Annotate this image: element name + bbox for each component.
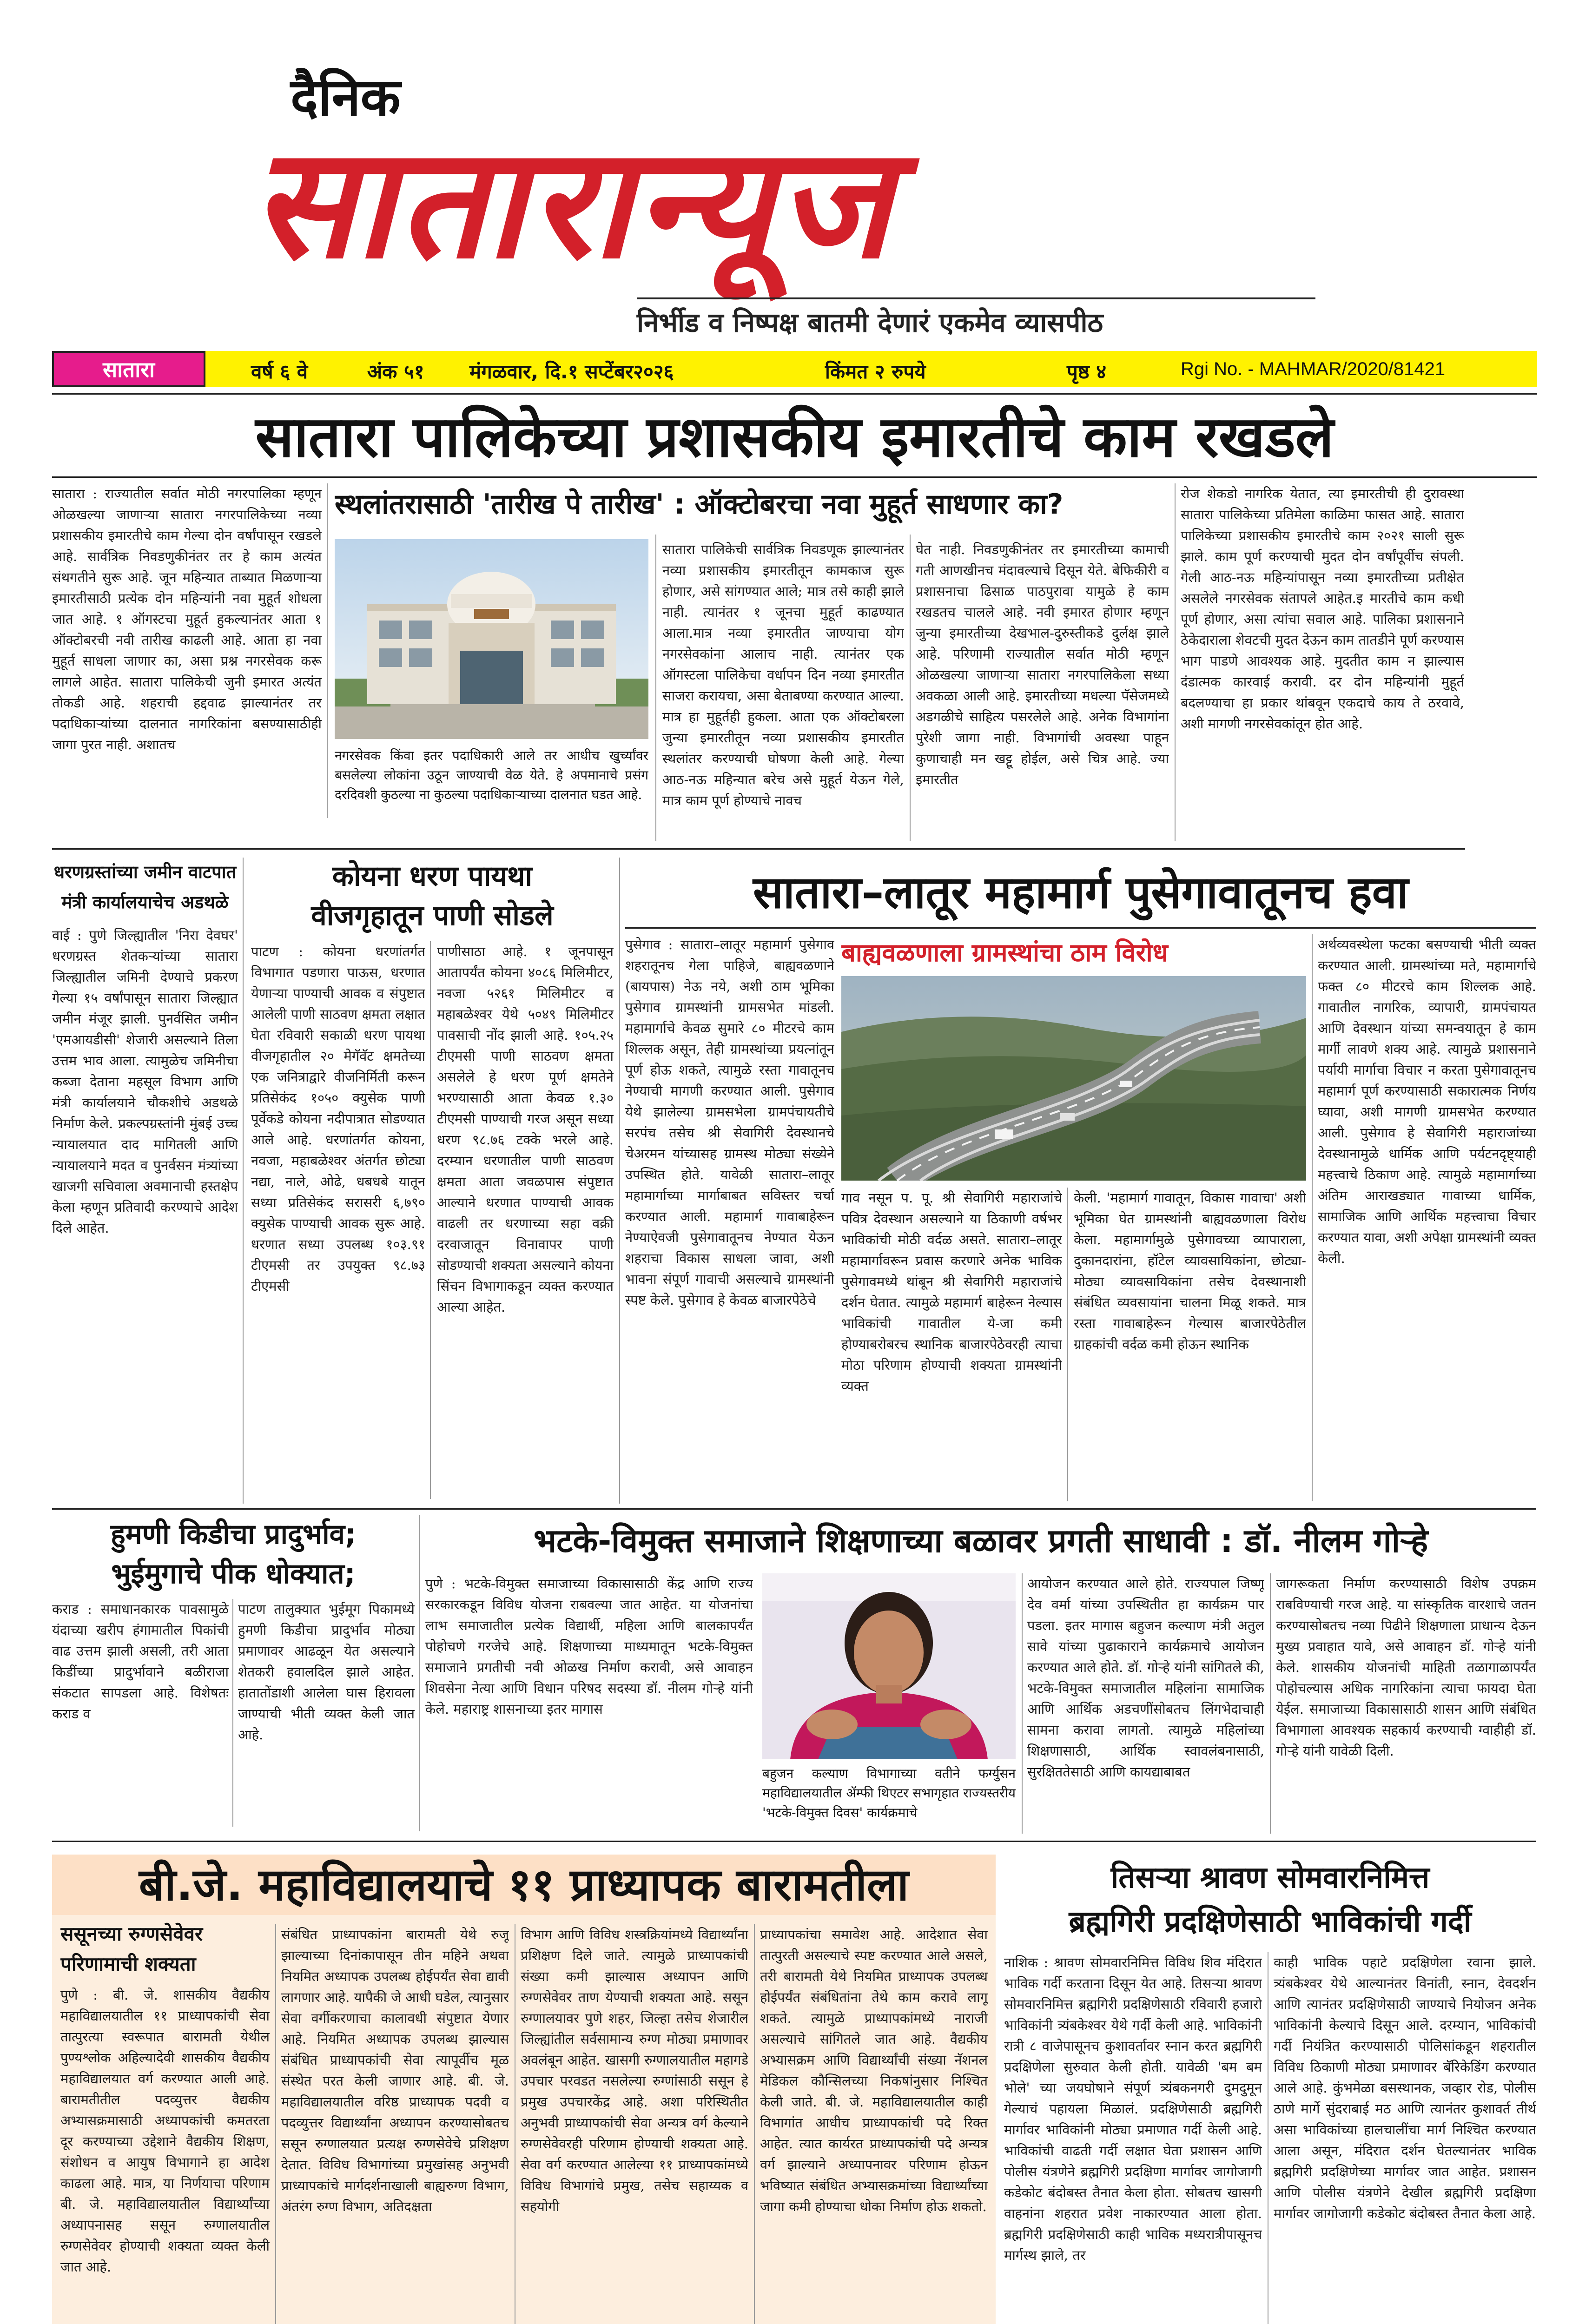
shravan-col1: नाशिक : श्रावण सोमवारनिमित्त विविध शिव मंदिरात भाविक गर्दी करताना दिसून येत आहे. तिसऱ्या श्रावण सोमवारनिमित्त ब्रह्मगिरी प्रदक्षिणेसाठी रविवारी हजारो भाविकांनी त्र्यंबकेश्वर येथे गर्दी केली आहे. भाविकांनी रात्री ८ वाजेपासूनच कुशावर्तावर स्नान करत ब्रह्मगिरी प्रदक्षिणेला सुरुवात केली होती. यावेळी 'बम बम भोले' च्या जयघोषाने संपूर्ण त्र्यंबकनगरी दुमदुमून गेल्याचं पहायला मिळालं. प्रदक्षिणेसाठी ब्रह्मगिरी मार्गावर भाविकांनी मोठ्या प्रमाणात गर्दी केली आहे. भाविकांची वाढती गर्दी लक्षात घेता प्रशासन आणि पोलीस यंत्रणेने ब्रह्मगिरी प्रदक्षिणा मार्गावर जागोजागी कडेकोट बंदोबस्त तैनात केला होता. सोबतच खासगी वाहनांना शहरात प्रवेश नाकारण्यात आला होता. ब्रह्मगिरी प्रदक्षिणेसाठी काही भाविक मध्यरात्रीपासूनच मार्गस्थ झाले, तर	[1004, 1954, 1262, 2263]
dateline-registration: Rgi No. - MAHMAR/2020/81421	[1181, 359, 1446, 379]
dharan-headline-line1: धरणग्रस्तांच्या जमीन वाटपात	[53, 862, 237, 882]
highway-subhead: बाह्यवळणाला ग्रामस्थांचा ठाम विरोध	[841, 938, 1168, 967]
bj-col1: पुणे : बी. जे. शासकीय वैद्यकीय महाविद्यालयातील ११ प्राध्यापकांची सेवा तात्पुरत्या स्वरूपात बारामती येथील पुण्यश्लोक अहिल्यादेवी शासकीय वैद्यकीय महाविद्यालयात वर्ग करण्यात आली आहे. बारामतीतील पदव्युत्तर वैद्यकीय अभ्यासक्रमासाठी अध्यापकांची कमतरता दूर करण्याच्या उद्देशाने वैद्यकीय शिक्षण, संशोधन व आयुष विभागाने हा आदेश काढला आहे. मात्र, या निर्णयाचा परिणाम बी. जे. महाविद्यालयातील विद्यार्थ्यांच्या अध्यापनासह ससून रुग्णालयातील रुग्णसेवेवर होण्याची शक्यता व्यक्त केली जात आहे.	[60, 1987, 270, 2275]
dateline-page: पृष्ठ ४	[1067, 360, 1107, 383]
bhatke-col4: जागरूकता निर्माण करण्यासाठी विशेष उपक्रम राबविण्याची गरज आहे. या सांस्कृतिक वारशाचे जतन करण्यासोबतच नव्या पिढीने शिक्षणाला प्राधान्य देऊन मुख्य प्रवाहात यावे, असे आवाहन डॉ. गोऱ्हे यांनी केले. शासकीय योजनांची माहिती तळागाळापर्यंत पोहोचल्यास अधिक नागरिकांना त्याचा फायदा घेता येईल. समाजाच्या विकासासाठी शासन आणि संबंधित विभागाला आवश्यक सहकार्य करण्याची ग्वाहीही डॉ. गोऱ्हे यांनी यावेळी दिली.	[1276, 1576, 1536, 1759]
lead-col5: रोज शेकडो नागरिक येतात, त्या इमारतीची ही दुरावस्था सातारा पालिकेच्या प्रतिमेला काळिमा फासत आहे. सातारा पालिकेच्या प्रशासकीय इमारतीचे काम २०२१ साली सुरू झाले. काम पूर्ण करण्याची मुदत दोन वर्षांपूर्वीच संपली. गेली आठ-नऊ महिन्यांपासून नव्या इमारतीच्या प्रतीक्षेत असलेले नगरसेवक संतापले आहेत.इ मारतीचे काम कधी पूर्ण होणार, असा त्यांचा सवाल आहे. पालिका प्रशासनाने ठेकेदाराला शेवटची मुदत देऊन काम तातडीने पूर्ण करण्यास भाग पाडणे आवश्यक आहे. मुदतीत काम न झाल्यास दंडात्मक कारवाई करावी. दर दोन महिन्यांनी मुहूर्त बदलण्याचा हा प्रकार थांबवून एकदाचे काय ते ठरवावे, अशी मागणी नगरसेवकांतून होत आहे.	[1181, 486, 1464, 732]
masthead-tagline: निर्भीड व निष्पक्ष बातमी देणारं एकमेव व्यासपीठ	[637, 307, 1103, 338]
bhatke-headline: भटके-विमुक्त समाजाने शिक्षणाच्या बळावर प्रगती साधावी : डॉ. नीलम गोऱ्हे	[533, 1522, 1428, 1560]
koyna-headline-line2: वीजगृहातून पाणी सोडले	[311, 899, 554, 932]
dateline-price: किंमत २ रुपये	[825, 360, 926, 383]
dateline-date: मंगळवार, दि.१ सप्टेंबर२०२६	[469, 360, 674, 383]
bj-subhead-line1: ससूनच्या रुग्णसेवेवर	[60, 1922, 203, 1945]
bj-col3: विभाग आणि विविध शस्त्रक्रियांमध्ये विद्यार्थ्यांना प्रशिक्षण दिले जाते. त्यामुळे प्राध्यापकांची संख्या कमी झाल्यास अध्यापन आणि रुग्णसेवेवर ताण येण्याची शक्यता आहे. ससून रुग्णालयावर पुणे शहर, जिल्हा तसेच शेजारील जिल्ह्यांतील सर्वसामान्य रुग्ण मोठ्या प्रमाणावर अवलंबून आहेत. खासगी रुग्णालयातील महागडे उपचार परवडत नसलेल्या रुग्णांसाठी ससून हे प्रमुख उपचारकेंद्र आहे. अशा परिस्थितीत अनुभवी प्राध्यापकांची सेवा अन्यत्र वर्ग केल्याने रुग्णसेवेवरही परिणाम होण्याची शक्यता आहे. सेवा वर्ग करण्यात आलेल्या ११ प्राध्यापकांमध्ये विविध विभागांचे प्रमुख, तसेच सहाय्यक व सहयोगी	[521, 1927, 748, 2214]
lead-subhead: स्थलांतरासाठी 'तारीख पे तारीख' : ऑक्टोबरचा नवा मुहूर्त साधणार का?	[335, 488, 1064, 521]
bj-col4: प्राध्यापकांचा समावेश आहे. आदेशात सेवा तात्पुरती असल्याचे स्पष्ट करण्यात आले असले, तरी बारामती येथे नियमित प्राध्यापक उपलब्ध होईपर्यंत संबंधितांना तेथे काम करावे लागू शकते. त्यामुळे प्राध्यापकांमध्ये नाराजी असल्याचे सांगितले जात आहे. वैद्यकीय अभ्यासक्रम आणि विद्यार्थ्यांची संख्या नॅशनल मेडिकल कौन्सिलच्या निकषांनुसार निश्चित केली जाते. बी. जे. महाविद्यालयातील काही विभागांत आधीच प्राध्यापकांची पदे रिक्त आहेत. त्यात कार्यरत प्राध्यापकांची पदे अन्यत्र वर्ग झाल्याने अध्यापनावर परिणाम होऊन भविष्यात संबंधित अभ्यासक्रमांच्या विद्यार्थ्यांच्या जागा कमी होण्याचा धोका निर्माण होऊ शकतो.	[760, 1927, 988, 2214]
dateline-issue: अंक ५१	[367, 360, 424, 383]
lead-headline: सातारा पालिकेच्या प्रशासकीय इमारतीचे काम रखडले	[255, 404, 1334, 470]
lead-col4: घेत नाही. निवडणुकीनंतर तर इमारतीच्या कामाची गती आणखीनच मंदावल्याचे दिसून येते. बेफिकीरी व प्रशासनाचा ढिसाळ पाठपुरावा यामुळे हे काम रखडतच चालले आहे. नवी इमारत होणार म्हणून जुन्या इमारतीच्या देखभाल-दुरुस्तीकडे दुर्लक्ष झाले आहे. परिणामी राज्यातील सर्वात मोठी म्हणून ओळखल्या जाणाऱ्या सातारा नगरपालिकेला सध्या अवकळा आली आहे. इमारतीच्या मधल्या पॅसेजमध्ये अडगळीचे साहित्य पसरलेले आहे. अनेक विभागांना पुरेशी जागा नाही. विभागांची अवस्था पाहून कुणाचाही मन खट्टू होईल, असे चित्र आहे. ज्या इमारतीत	[916, 541, 1169, 787]
highway-photo	[841, 976, 1306, 1181]
highway-col2: गाव नसून प. पू. श्री सेवागिरी महाराजांचे पवित्र देवस्थान असल्याने या ठिकाणी वर्षभर भाविकांची मोठी वर्दळ असते. सातारा–लातूर महामार्गावरून प्रवास करणारे अनेक भाविक पुसेगावमध्ये थांबून श्री सेवागिरी महाराजांचे दर्शन घेतात. त्यामुळे महामार्ग बाहेरून नेल्यास भाविकांची गावातील ये-जा कमी होण्याबरोबरच स्थानिक बाजारपेठेवरही त्याचा मोठा परिणाम होण्याची शक्यता ग्रामस्थांनी व्यक्त	[841, 1190, 1062, 1394]
humni-col1: कराड : समाधानकारक पावसामुळे यंदाच्या खरीप हंगामातील पिकांची वाढ उत्तम झाली असली, तरी आता किडींच्या प्रादुर्भावाने बळीराजा संकटात सापडला आहे. विशेषतः कराड व	[52, 1601, 229, 1722]
highway-col3: केली. 'महामार्ग गावातून, विकास गावाचा' अशी भूमिका घेत ग्रामस्थांनी बाह्यवळणाला विरोध केला. महामार्गामुळे पुसेगावच्या व्यापाराला, दुकानदारांना, हॉटेल व्यावसायिकांना, छोट्या-मोठ्या व्यावसायिकांना तसेच देवस्थानाशी संबंधित व्यवसायांना चालना मिळू शकते. मात्र रस्ता गावाबाहेरून गेल्यास बाजारपेठेतील ग्राहकांची वर्दळ कमी होऊन स्थानिक	[1074, 1190, 1306, 1352]
dharan-headline-line2: मंत्री कार्यालयाचेच अडथळे	[61, 892, 229, 912]
shravan-col2: काही भाविक पहाटे प्रदक्षिणेला रवाना झाले. त्र्यंबकेश्वर येथे आल्यानंतर विनांती, स्नान, देवदर्शन आणि त्यानंतर प्रदक्षिणेसाठी जाण्याचे नियोजन अनेक भाविकांनी केल्याचे दिसून आले. दरम्यान, भाविकांची गर्दी नियंत्रित करण्यासाठी पोलिसांकडून शहरातील विविध ठिकाणी मोठ्या प्रमाणावर बॅरिकेडिंग करण्यात आले आहे. कुंभमेळा बसस्थानक, जव्हार रोड, पोलीस ठाणे मार्गे सुंदराबाई मठ आणि त्यानंतर कुशावर्त तीर्थ असा भाविकांच्या हालचालींचा मार्ग निश्चित करण्यात आला असून, मंदिरात दर्शन घेतल्यानंतर भाविक ब्रह्मगिरी प्रदक्षिणेच्या मार्गावर जात आहेत. प्रशासन आणि पोलीस यंत्रणेने देखील ब्रह्मगिरी प्रदक्षिणा मार्गावर जागोजागी कडेकोट बंदोबस्त तैनात केला आहे.	[1274, 1954, 1536, 2221]
highway-col4: अर्थव्यवस्थेला फटका बसण्याची भीती व्यक्त करण्यात आली. ग्रामस्थांच्या मते, महामार्गाचे फक्त ८० मीटरचे काम शिल्लक आहे. गावातील नागरिक, व्यापारी, ग्रामपंचायत आणि देवस्थान यांच्या समन्वयातून हे काम मार्गी लावणे शक्य आहे. त्यामुळे प्रशासनाने पर्यायी मार्गाचा विचार न करता पुसेगावातूनच महामार्ग पूर्ण करण्यासाठी सकारात्मक निर्णय घ्यावा, अशी मागणी ग्रामसभेत करण्यात आली. पुसेगाव हे सेवागिरी महाराजांच्या देवस्थानामुळे धार्मिक आणि पर्यटनदृष्ट्याही महत्त्वाचे ठिकाण आहे. त्यामुळे महामार्गाच्या अंतिम आराखड्यात गावाच्या धार्मिक, सामाजिक आणि आर्थिक महत्त्वाचा विचार करण्यात यावा, अशी अपेक्षा ग्रामस्थांनी व्यक्त केली.	[1318, 937, 1536, 1266]
bj-col2: संबंधित प्राध्यापकांना बारामती येथे रुजू झाल्याच्या दिनांकापासून तीन महिने अथवा नियमित अध्यापक उपलब्ध होईपर्यंत सेवा द्यावी लागणार आहे. यापैकी जे आधी घडेल, त्यानुसार सेवा वर्गीकरणाचा कालावधी संपुष्टात येणार आहे. नियमित अध्यापक उपलब्ध झाल्यास संबंधित प्राध्यापकांची सेवा त्यापूर्वीच मूळ संस्थेत परत केली जाणार आहे. बी. जे. महाविद्यालयातील वरिष्ठ प्राध्यापक पदवी व पदव्युत्तर विद्यार्थ्यांना अध्यापन करण्यासोबतच ससून रुग्णालयात प्रत्यक्ष रुग्णसेवेचे प्रशिक्षण देतात. विविध विभागांच्या प्रमुखांसह अनुभवी प्राध्यापकांचे मार्गदर्शनाखाली बाह्यरुग्ण विभाग, अंतरंग रुग्ण विभाग, अतिदक्षता	[281, 1927, 509, 2214]
koyna-col1: पाटण : कोयना धरणांतर्गत विभागात पडणारा पाऊस, धरणात येणाऱ्या पाण्याची आवक व संपुष्टात आलेली पाणी साठवण क्षमता लक्षात घेता रविवारी सकाळी धरण पायथा वीजगृहातील २० मेगॅवॅट क्षमतेच्या एक जनित्राद्वारे वीजनिर्मिती करून प्रतिसेकंद १०५० क्युसेक पाणी पूर्वेकडे कोयना नदीपात्रात सोडण्यात आले आहे. धरणांतर्गत कोयना, नवजा, महाबळेश्वर अंतर्गत छोट्या नद्या, नाले, ओढे, धबधबे यातून सध्या प्रतिसेकंद सरासरी ६,७९० क्युसेक पाण्याची आवक सुरू आहे. धरणात सध्या उपलब्ध १०३.९१ टीएमसी तर उपयुक्त ९८.७३ टीएमसी	[251, 944, 425, 1294]
highway-headline: सातारा–लातूर महामार्ग पुसेगावातूनच हवा	[753, 866, 1408, 918]
building-photo	[335, 539, 648, 739]
bj-subhead-line2: परिणामाची शक्यता	[60, 1953, 196, 1975]
lead-col3: सातारा पालिकेची सार्वत्रिक निवडणूक झाल्यानंतर नव्या प्रशासकीय इमारतीतून कामकाज सुरू होणार, असे सांगण्यात आले; मात्र तसे काही झाले नाही. त्यानंतर १ जूनचा मुहूर्त काढण्यात आला.मात्र नव्या इमारतीत जाण्याचा योग नगरसेवकांना आलाच नाही. त्यानंतर एक ऑगस्टला पालिकेचा वर्धापन दिन नव्या इमारतीत साजरा करायचा, असा बेताबण्या करण्यात आल्या. मात्र हा मुहूर्तही हुकला. आता एक ऑक्टोबरला जुन्या इमारतीतून नव्या प्रशासकीय इमारतीत स्थलांतर करण्याची घोषणा केली आहे. गेल्या आठ-नऊ महिन्यात बरेच असे मुहूर्त येऊन गेले, मात्र काम पूर्ण होण्याचे नावच	[662, 541, 904, 808]
lead-col1: सातारा : राज्यातील सर्वात मोठी नगरपालिका म्हणून ओळखल्या जाणाऱ्या सातारा नगरपालिकेच्या नव्या प्रशासकीय इमारतीचे काम गेल्या दोन वर्षांपासून रखडले आहे. सार्वत्रिक निवडणुकीनंतर तर हे काम अत्यंत संथगतीने सुरू आहे. जून महिन्यात ताब्यात मिळणाऱ्या इमारतीसाठी प्रत्येक दोन महिन्यांनी नवा मुहूर्त शोधला जात आहे. १ ऑगस्टचा मुहूर्त हुकल्यानंतर आता १ ऑक्टोबरची नवी तारीख काढली आहे. आता हा नवा मुहूर्त साधला जाणार का, असा प्रश्न नगरसेवक करू लागले आहेत. सातारा पालिकेची जुनी इमारत अत्यंत तोकडी आहे. शहराची हद्दवाढ झाल्यानंतर तर पदाधिकाऱ्यांच्या दालनात नागरिकांना बसण्यासाठीही जागा पुरत नाही. अशातच	[52, 486, 322, 753]
highway-col1: पुसेगाव : सातारा–लातूर महामार्ग पुसेगाव शहरातूनच गेला पाहिजे, बाह्यवळणाने (बायपास) नेऊ नये, अशी ठाम भूमिका पुसेगाव ग्रामस्थांनी ग्रामसभेत मांडली. महामार्गाचे केवळ सुमारे ८० मीटरचे काम शिल्लक असून, तेही ग्रामस्थांच्या प्रयत्नांतून पूर्ण होऊ शकते, त्यामुळे रस्ता गावातूनच नेण्याची मागणी करण्यात आली. पुसेगाव येथे झालेल्या ग्रामसभेला ग्रामपंचायतीचे सरपंच तसेच श्री सेवागिरी देवस्थानचे चेअरमन यांच्यासह ग्रामस्थ मोठ्या संख्येने उपस्थित होते. यावेळी सातारा–लातूर महामार्गाच्या मार्गाबाबत सविस्तर चर्चा करण्यात आली. महामार्ग गावाबाहेरून नेण्याऐवजी पुसेगावातूनच नेण्यात येऊन शहराचा विकास साधला जावा, अशी भावना संपूर्ण गावाची असल्याचे ग्रामस्थांनी स्पष्ट केले. पुसेगाव हे केवळ बाजारपेठेचे	[625, 937, 834, 1308]
speaker-photo	[762, 1573, 1016, 1759]
bhatke-col1: पुणे : भटके-विमुक्त समाजाच्या विकासासाठी केंद्र आणि राज्य सरकारकडून विविध योजना राबवल्या जात आहेत. या योजनांचा लाभ समाजातील प्रत्येक विद्यार्थी, महिला आणि बालकापर्यंत पोहोचणे गरजेचे आहे. शिक्षणाच्या माध्यमातून भटके-विमुक्त समाजाने प्रगतीची नवी ओळख निर्माण करावी, असे आवाहन शिवसेना नेत्या आणि विधान परिषद सदस्या डॉ. नीलम गोऱ्हे यांनी केले. महाराष्ट्र शासनाच्या इतर मागास	[425, 1576, 753, 1717]
bhatke-col3: आयोजन करण्यात आले होते. राज्यपाल जिष्णू देव वर्मा यांच्या उपस्थितीत हा कार्यक्रम पार पडला. इतर मागास बहुजन कल्याण मंत्री अतुल सावे यांच्या पुढाकाराने कार्यक्रमाचे आयोजन करण्यात आले होते. डॉ. गोऱ्हे यांनी सांगितले की, भटके-विमुक्त समाजातील महिलांना सामाजिक आणि आर्थिक अडचणींसोबतच लिंगभेदाचाही सामना करावा लागतो. त्यामुळे महिलांच्या शिक्षणासाठी, आर्थिक स्वावलंबनासाठी, सुरक्षिततेसाठी आणि कायद्याबाबत	[1027, 1576, 1264, 1780]
shravan-headline-line2: ब्रह्मगिरी प्रदक्षिणेसाठी भाविकांची गर्दी	[1069, 1905, 1472, 1939]
dateline-year: वर्ष ६ वे	[251, 360, 308, 383]
shravan-headline-line1: तिसऱ्या श्रावण सोमवारनिमित्त	[1110, 1861, 1430, 1895]
speaker-photo-caption: बहुजन कल्याण विभागाच्या वतीने फर्ग्युसन महाविद्यालयातील ॲम्फी थिएटर सभागृहात राज्यस्तरीय 'भटके-विमुक्त दिवस' कार्यक्रमाचे	[762, 1766, 1016, 1820]
bj-headline: बी.जे. महाविद्यालयाचे ११ प्राध्यापक बारामतीला	[139, 1859, 909, 1911]
building-photo-caption: नगरसेवक किंवा इतर पदाधिकारी आले तर आधीच खुर्च्यांवर बसलेल्या लोकांना उठून जाण्याची वेळ येते. हे अपमानाचे प्रसंग दरदिवशी कुठल्या ना कुठल्या पदाधिकाऱ्याच्या दालनात घडत आहे.	[335, 748, 648, 802]
dharan-body: वाई : पुणे जिल्ह्यातील 'निरा देवघर' धरणग्रस्त शेतकऱ्यांच्या सातारा जिल्ह्यातील जमिनी देण्याचे प्रकरण गेल्या १५ वर्षांपासून सातारा जिल्ह्यात जमीन मंजूर झाली. पुनर्वसित जमीन 'एमआयडीसी' शेजारी असल्याने तिला उत्तम भाव आला. त्यामुळेच जमिनीचा कब्जा देताना महसूल विभाग आणि मंत्री कार्यालयाने चौकशीचे अडथळे निर्माण केले. प्रकल्पग्रस्तांनी मुंबई उच्च न्यायालयात दाद मागितली आणि न्यायालयाने मदत व पुनर्वसन मंत्र्यांच्या खाजगी सचिवाला अवमानाची हस्तक्षेप केला म्हणून प्रतिवादी करण्याचे आदेश दिले आहेत.	[52, 927, 238, 1236]
humni-headline-line1: हुमणी किडीचा प्रादुर्भाव;	[111, 1518, 356, 1551]
koyna-col2: पाणीसाठा आहे. १ जूनपासून आतापर्यंत कोयना ४०८६ मिलिमीटर, नवजा ५२६१ मिलिमीटर व महाबळेश्वर येथे ५०४९ मिलिमीटर पावसाची नोंद झाली आहे. १०५.२५ टीएमसी पाणी साठवण क्षमता असलेले हे धरण पूर्ण क्षमतेने भरण्यासाठी आता केवळ १.३० टीएमसी पाण्याची गरज असून सध्या धरण ९८.७६ टक्के भरले आहे. दरम्यान धरणातील पाणी साठवण क्षमता आता जवळपास संपुष्टात आल्याने धरणात पाण्याची आवक वाढली तर धरणाच्या सहा वक्री दरवाजातून विनावापर पाणी सोडण्याची शक्यता असल्याने कोयना सिंचन विभागाकडून व्यक्त करण्यात आल्या आहेत.	[437, 944, 614, 1315]
humni-headline-line2: भुईमुगाचे पीक धोक्यात;	[111, 1558, 356, 1590]
edition-label: सातारा	[103, 357, 155, 382]
humni-col2: पाटण तालुक्यात भुईमूग पिकामध्ये हुमणी किडीचा प्रादुर्भाव मोठ्या प्रमाणावर आढळून येत असल्याने शेतकरी हवालदिल झाले आहेत. हातातोंडाशी आलेला घास हिरावला जाण्याची भीती व्यक्त केली जात आहे.	[238, 1601, 415, 1743]
koyna-headline-line1: कोयना धरण पायथा	[332, 860, 533, 892]
masthead-prefix: दैनिक	[291, 67, 401, 128]
masthead-logo: सातारान्यूज	[251, 112, 895, 292]
